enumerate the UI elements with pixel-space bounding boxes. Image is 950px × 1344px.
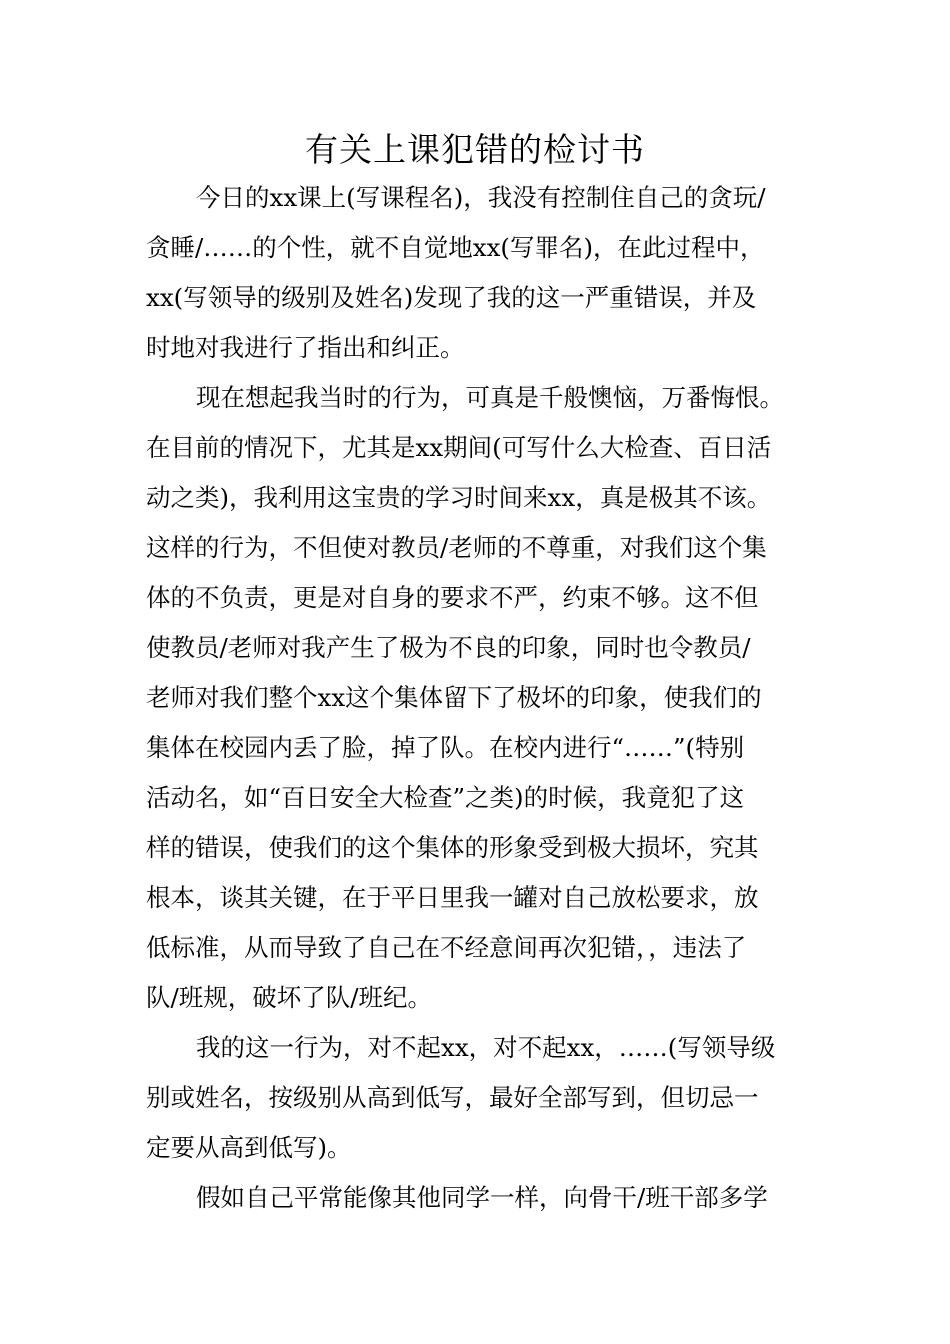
text-line: 在目前的情况下，尤其是xx期间(可写什么大检查、百日活 — [146, 433, 772, 462]
text-line: 活动名，如“百日安全大检查”之类)的时候，我竟犯了这 — [146, 783, 745, 812]
text-line: 别或姓名，按级别从高到低写，最好全部写到，但切忌一 — [146, 1083, 759, 1112]
text-line: 时地对我进行了指出和纠正。 — [146, 333, 465, 362]
text-line: 这样的行为，不但使对教员/老师的不尊重，对我们这个集 — [146, 533, 767, 562]
document-title: 有关上课犯错的检讨书 — [305, 130, 645, 169]
text-line: 现在想起我当时的行为，可真是千般懊恼，万番悔恨。 — [196, 383, 784, 412]
text-line: xx(写领导的级别及姓名)发现了我的这一严重错误，并及 — [146, 283, 757, 312]
text-line: 老师对我们整个xx这个集体留下了极坏的印象，使我们的 — [146, 683, 762, 712]
text-line: 低标准，从而导致了自己在不经意间再次犯错，，违法了 — [146, 933, 747, 962]
text-line: 队/班规，破坏了队/班纪。 — [146, 983, 433, 1012]
text-line: 假如自己平常能像其他同学一样，向骨干/班干部多学 — [196, 1183, 768, 1212]
text-line: 贪睡/……的个性，就不自觉地xx(写罪名)，在此过程中， — [146, 233, 765, 262]
text-line: 使教员/老师对我产生了极为不良的印象，同时也令教员/ — [146, 633, 751, 662]
text-line: 定要从高到低写)。 — [146, 1133, 352, 1162]
text-line: 样的错误，使我们的这个集体的形象受到极大损坏，究其 — [146, 833, 759, 862]
text-line: 动之类)，我利用这宝贵的学习时间来xx，真是极其不该。 — [146, 483, 772, 512]
text-line: 集体在校园内丢了脸，掉了队。在校内进行“……”(特别 — [146, 733, 745, 762]
text-line: 我的这一行为，对不起xx，对不起xx，……(写领导级 — [196, 1033, 776, 1062]
text-line: 今日的xx课上(写课程名)，我没有控制住自己的贪玩/ — [196, 183, 766, 212]
text-line: 根本，谈其关键，在于平日里我一罐对自己放松要求，放 — [146, 883, 759, 912]
text-line: 体的不负责，更是对自身的要求不严，约束不够。这不但 — [146, 583, 759, 612]
